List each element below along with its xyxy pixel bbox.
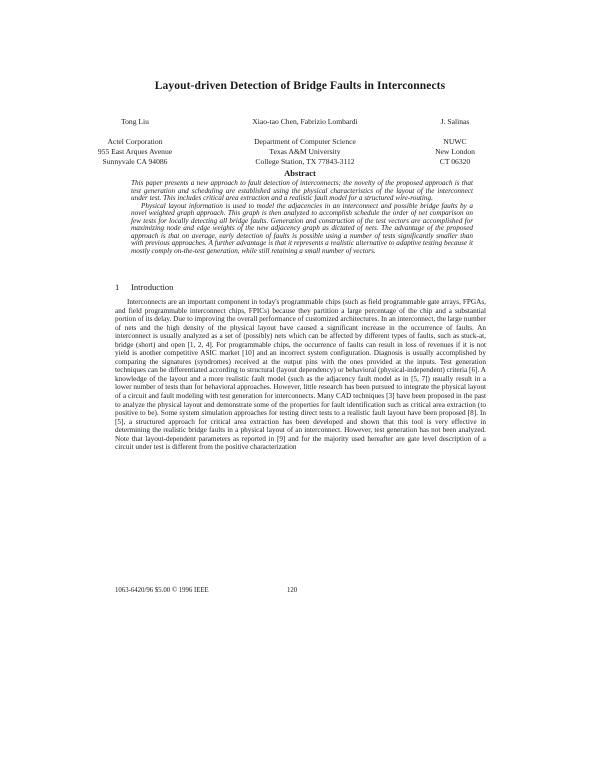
body-text [115,298,486,452]
author-city: College Station, TX 77843-3112 [255,157,355,166]
abstract-body [131,180,473,255]
author-city: CT 06320 [439,157,471,166]
section-title: Introduction [131,282,174,292]
copyright-footer: 1063-6420/96 $5.00 © 1996 IEEE [115,587,209,594]
author-3 [395,117,515,167]
section-heading [115,282,173,292]
abstract-paragraph: Physical layout information is used to model the adjacencies in an interconnect and possible bridge faults by a novel weighted graph approach. This graph is then analyzed to accomplish schedule the order of net comparison on few tests for locally detecting all bridge faults. Generation and construction of the test vectors are accomplished for maximizing node and edge weights of the new adjacency graph as dictated of nets. The advantage of the proposed approach is that on average, early detection of faults is possible using a number of tests significantly smaller than with previous approaches. A further advantage is that it represents a realistic alternative to adaptive testing because it mostly comply on-the-test generation, while still retaining a small number of vectors. [131,201,473,255]
paper-title: Layout-driven Detection of Bridge Faults in Interconnects [154,80,446,92]
author-name: J. Salinas [440,117,470,126]
author-address: New London [435,147,475,156]
author-city: Sunnyvale CA 94086 [102,157,168,166]
section-number: 1 [115,282,120,292]
author-2 [210,117,400,167]
author-affiliation: Department of Computer Science [254,137,356,146]
page-number: 120 [287,587,298,594]
author-name: Tong Liu [121,117,149,126]
author-address: Texas A&M University [269,147,341,156]
author-affiliation: Actel Corporation [107,137,163,146]
author-name: Xiao-tao Chen, Fabrizio Lombardi [252,117,358,126]
abstract-paragraph: This paper presents a new approach to fault detection of interconnects; the novelty of the proposed approach is that test generation and scheduling are established using the physical characteristics of the layout of the interconnect under test. This includes critical area extraction and a realistic fault model for a structured wire-routing. [131,179,473,203]
author-1 [60,117,210,167]
author-address: 955 East Arques Avenue [97,147,173,156]
abstract-heading: Abstract [284,168,316,178]
body-paragraph: Interconnects are an important component in today's programmable chips (such as field programmable gate arrays, FPGAs, and field programmable interconnect chips, FPICs) because they partition a large percentage of the chip and a substantial portion of its delay. Due to improving the overall performance of customized architectures. In an interconnect, the large number of nets and the high density of the physical layout have caused a significant increase in the occurrence of faults. An interconnect is usually analyzed as a set of (possibly) nets which can be affected by different types of faults, such as stuck-at, bridge (short) and open [1, 2, 4]. For programmable chips, the occurrence of faults can result in loss of revenues if it is not yield is another competitive ASIC market [10] and an incorrect system configuration. Diagnosis is usually accomplished by comparing the signatures (syndromes) received at the output pins with the ones provided at the inputs. Test generation techniques can be differentiated according to structural (layout dependency) or behavioral (physical-independent) criteria [6]. A knowledge of the layout and a more realistic fault model (such as the adjacency fault model as in [5, 7]) usually result in a lower number of tests than for behavioral approaches. However, little research has been pursued to integrate the physical layout of a circuit and fault modeling with test generation for interconnects. Many CAD techniques [3] have been proposed in the past to analyze the physical layout and demonstrate some of the properties for fault identification such as critical area extraction (to positive to be). Some system simulation approaches for testing direct tests to a realistic fault layout have been proposed [8]. In [5], a structured approach for critical area extraction has been developed and shown that this tool is very effective in determining the realistic bridge faults in a physical layout of an interconnect. However, test generation has not been analyzed. Note that layout-dependent parameters as reported in [9] and for the majority used hereafter are gate level description of a circuit under test is different from the positive characterization [115,298,486,452]
author-affiliation: NUWC [443,137,467,146]
